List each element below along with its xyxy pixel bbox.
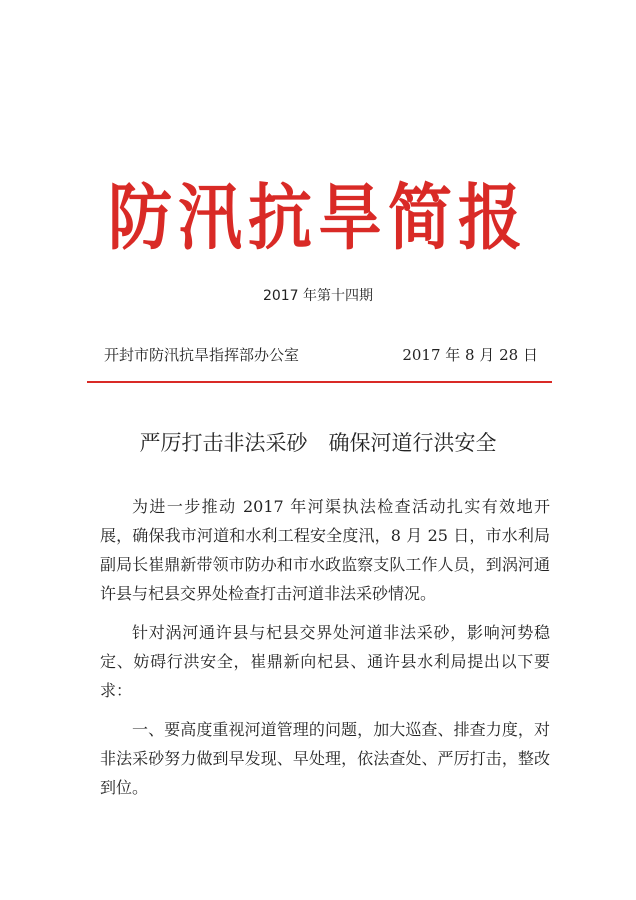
header-divider bbox=[87, 381, 552, 383]
issue-number: 2017 年第十四期 bbox=[262, 288, 374, 304]
article-title: 严厉打击非法采砂 确保河道行洪安全 bbox=[139, 431, 497, 455]
paragraph: 针对涡河通许县与杞县交界处河道非法采砂，影响河势稳定、妨碍行洪安全，崔鼎新向杞县、通许县水利局提出以下要求： bbox=[100, 623, 550, 700]
paragraph: 为进一步推动 2017 年河渠执法检查活动扎实有效地开展，确保我市河道和水利工程安全度汛，8 月 25 日，市水利局副局长崔鼎新带领市防办和市水政监察支队工作人员，到涡河通许县与杞县交界处检查打击河道非法采砂情况。 bbox=[100, 497, 550, 603]
paragraph: 一、要高度重视河道管理的问题，加大巡查、排查力度，对非法采砂努力做到早发现、早处理，依法查处、严厉打击，整改到位。 bbox=[100, 720, 550, 797]
article-body bbox=[100, 492, 550, 812]
issue-date: 2017 年 8 月 28 日 bbox=[402, 346, 538, 364]
masthead-title: 防汛抗旱简报 bbox=[108, 176, 528, 261]
issuing-office: 开封市防汛抗旱指挥部办公室 bbox=[104, 346, 300, 364]
